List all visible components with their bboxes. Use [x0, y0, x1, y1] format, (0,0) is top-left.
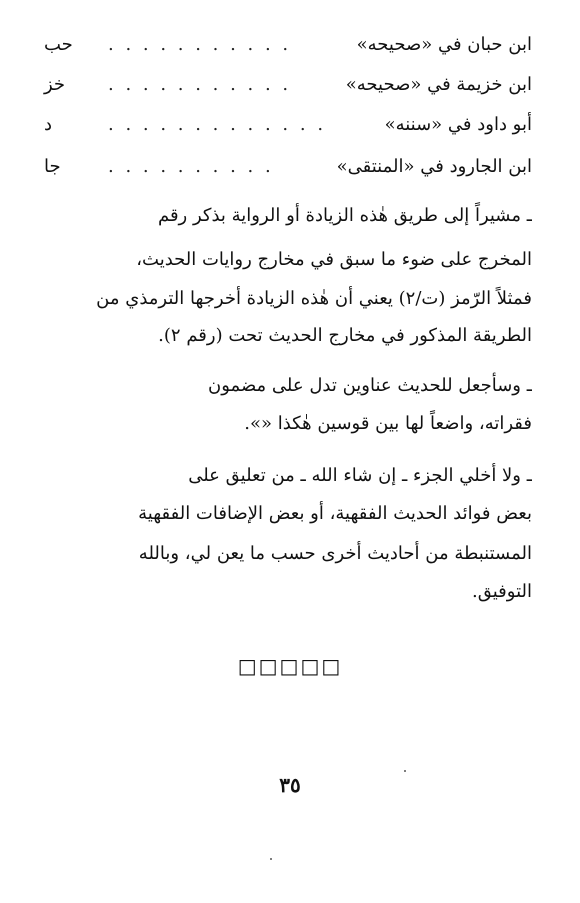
abbreviation-code: حب — [44, 34, 73, 55]
abbreviation-source: أبو داود في «سننه» — [384, 114, 532, 135]
abbreviation-source: ابن خزيمة في «صحيحه» — [345, 74, 532, 95]
paragraph-line: المخرج على ضوء ما سبق في مخارج روايات الحديث، — [136, 249, 532, 270]
paragraph-line: بعض فوائد الحديث الفقهية، أو بعض الإضافات الفقهية — [138, 503, 532, 524]
abbreviation-row — [44, 110, 532, 140]
section-separator: □□□□□ — [237, 654, 343, 678]
abbreviation-row — [44, 30, 532, 60]
abbreviation-source: ابن حبان في «صحيحه» — [356, 34, 532, 55]
abbreviation-code: خز — [44, 74, 66, 95]
paragraph-line: الطريقة المذكور في مخارج الحديث تحت (رقم ٢). — [158, 325, 532, 346]
abbreviation-source: ابن الجارود في «المنتقى» — [336, 156, 532, 177]
scan-speck — [270, 858, 272, 860]
paragraph-line: التوفيق. — [472, 581, 532, 602]
scan-speck — [404, 770, 406, 772]
leader-dots: . . . . . . . . . . . . . — [108, 114, 327, 135]
paragraph-line: ـ مشيراً إلى طريق هٰذه الزيادة أو الرواية بذكر رقم — [157, 205, 532, 226]
paragraph-line: فمثلاً الرّمز (ت/٢) يعني أن هٰذه الزيادة أخرجها الترمذي من — [96, 288, 532, 309]
paragraph-line: ـ وسأجعل للحديث عناوين تدل على مضمون — [208, 375, 532, 396]
leader-dots: . . . . . . . . . . — [108, 156, 274, 177]
leader-dots: . . . . . . . . . . . — [108, 74, 292, 95]
abbreviation-row — [44, 152, 532, 182]
leader-dots: . . . . . . . . . . . — [108, 34, 292, 55]
page-number: ٣٥ — [279, 773, 301, 797]
abbreviation-row — [44, 70, 532, 100]
paragraph-line: فقراته، واضعاً لها بين قوسين هٰكذا «». — [244, 413, 532, 434]
paragraph-line: ـ ولا أخلي الجزء ـ إن شاء الله ـ من تعليق على — [188, 465, 532, 486]
abbreviation-code: د — [44, 114, 53, 135]
abbreviation-code: جا — [44, 156, 61, 177]
paragraph-line: المستنبطة من أحاديث أخرى حسب ما يعن لي، وبالله — [138, 543, 532, 564]
